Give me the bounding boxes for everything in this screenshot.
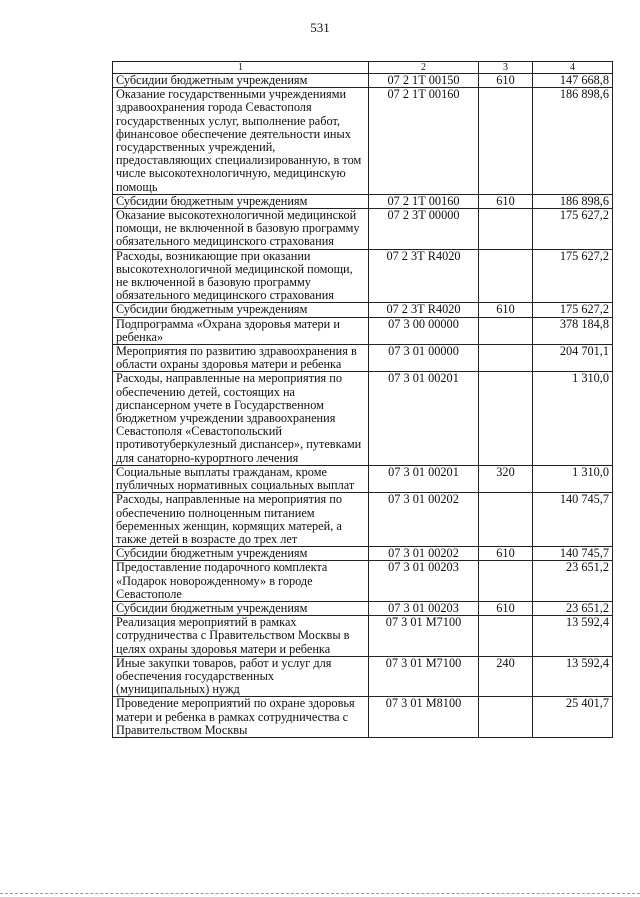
- cell-amount: 23 651,2: [533, 561, 613, 602]
- table-row: [113, 194, 613, 208]
- cell-name: Расходы, направленные на мероприятия по обеспечению детей, состоящих на диспансерном учете в Государственном бюджетном учреждении здравоохранения Севастополя «Севастопольский противотуберкулезный диспансер», путевками для санаторно-курортного лечения: [113, 372, 369, 465]
- cell-name: Социальные выплаты гражданам, кроме публичных нормативных социальных выплат: [113, 465, 369, 492]
- cell-amount: 175 627,2: [533, 209, 613, 250]
- table-row: [113, 493, 613, 547]
- cell-name: Субсидии бюджетным учреждениям: [113, 303, 369, 317]
- cell-code: 07 3 01 00201: [369, 372, 479, 465]
- cell-expense-type: 240: [479, 656, 533, 697]
- cell-name: Субсидии бюджетным учреждениям: [113, 601, 369, 615]
- cell-code: 07 3 01 00203: [369, 601, 479, 615]
- scan-edge-line: [0, 893, 640, 894]
- cell-name: Расходы, возникающие при оказании высокотехнологичной медицинской помощи, не включенной в базовую программу обязательного медицинского страхования: [113, 249, 369, 303]
- cell-amount: 186 898,6: [533, 194, 613, 208]
- table-row: [113, 249, 613, 303]
- cell-expense-type: [479, 616, 533, 657]
- cell-expense-type: [479, 697, 533, 738]
- col-header-code: 2: [369, 62, 479, 74]
- cell-expense-type: 610: [479, 303, 533, 317]
- cell-name: Мероприятия по развитию здравоохранения в области охраны здоровья матери и ребенка: [113, 345, 369, 372]
- cell-expense-type: 610: [479, 601, 533, 615]
- table-row: [113, 656, 613, 697]
- cell-name: Иные закупки товаров, работ и услуг для обеспечения государственных (муниципальных) нужд: [113, 656, 369, 697]
- budget-table: [112, 61, 613, 738]
- cell-expense-type: [479, 493, 533, 547]
- table-row: [113, 697, 613, 738]
- cell-expense-type: 610: [479, 547, 533, 561]
- cell-amount: 25 401,7: [533, 697, 613, 738]
- cell-name: Субсидии бюджетным учреждениям: [113, 74, 369, 88]
- cell-amount: 378 184,8: [533, 317, 613, 344]
- table-row: [113, 601, 613, 615]
- cell-code: 07 3 01 М7100: [369, 656, 479, 697]
- cell-name: Проведение мероприятий по охране здоровья матери и ребенка в рамках сотрудничества с Правительством Москвы: [113, 697, 369, 738]
- cell-name: Субсидии бюджетным учреждениям: [113, 194, 369, 208]
- table-row: [113, 561, 613, 602]
- cell-expense-type: [479, 317, 533, 344]
- cell-code: 07 2 1Т 00160: [369, 194, 479, 208]
- table-row: [113, 303, 613, 317]
- page-number: 531: [310, 20, 330, 35]
- cell-code: 07 2 3Т R4020: [369, 249, 479, 303]
- cell-code: 07 2 1Т 00160: [369, 88, 479, 195]
- cell-expense-type: [479, 372, 533, 465]
- cell-code: 07 3 01 00203: [369, 561, 479, 602]
- cell-code: 07 2 3Т R4020: [369, 303, 479, 317]
- table-row: [113, 547, 613, 561]
- cell-code: 07 3 01 М7100: [369, 616, 479, 657]
- table-row: [113, 317, 613, 344]
- cell-name: Оказание высокотехнологичной медицинской помощи, не включенной в базовую программу обязательного медицинского страхования: [113, 209, 369, 250]
- cell-code: 07 3 00 00000: [369, 317, 479, 344]
- cell-expense-type: 320: [479, 465, 533, 492]
- cell-name: Подпрограмма «Охрана здоровья матери и ребенка»: [113, 317, 369, 344]
- cell-code: 07 3 01 М8100: [369, 697, 479, 738]
- cell-name: Расходы, направленные на мероприятия по обеспечению полноценным питанием беременных женщин, кормящих матерей, а также детей в возрасте до трех лет: [113, 493, 369, 547]
- cell-expense-type: [479, 209, 533, 250]
- cell-amount: 175 627,2: [533, 249, 613, 303]
- cell-amount: 1 310,0: [533, 372, 613, 465]
- col-header-name: 1: [113, 62, 369, 74]
- cell-amount: 204 701,1: [533, 345, 613, 372]
- cell-amount: 140 745,7: [533, 493, 613, 547]
- cell-amount: 13 592,4: [533, 616, 613, 657]
- cell-expense-type: 610: [479, 194, 533, 208]
- table-body: [113, 74, 613, 738]
- cell-amount: 175 627,2: [533, 303, 613, 317]
- cell-amount: 140 745,7: [533, 547, 613, 561]
- cell-code: 07 3 01 00202: [369, 547, 479, 561]
- cell-amount: 147 668,8: [533, 74, 613, 88]
- cell-expense-type: 610: [479, 74, 533, 88]
- table-row: [113, 372, 613, 465]
- cell-amount: 13 592,4: [533, 656, 613, 697]
- table-row: [113, 74, 613, 88]
- cell-expense-type: [479, 88, 533, 195]
- cell-name: Реализация мероприятий в рамках сотрудничества с Правительством Москвы в целях охраны здоровья матери и ребенка: [113, 616, 369, 657]
- col-header-vr: 3: [479, 62, 533, 74]
- table-row: [113, 465, 613, 492]
- cell-code: 07 3 01 00201: [369, 465, 479, 492]
- table-row: [113, 345, 613, 372]
- col-header-amount: 4: [533, 62, 613, 74]
- cell-name: Предоставление подарочного комплекта «Подарок новорожденному» в городе Севастополе: [113, 561, 369, 602]
- cell-code: 07 2 1Т 00150: [369, 74, 479, 88]
- table-row: [113, 209, 613, 250]
- cell-expense-type: [479, 345, 533, 372]
- table-row: [113, 88, 613, 195]
- cell-expense-type: [479, 249, 533, 303]
- cell-expense-type: [479, 561, 533, 602]
- cell-amount: 23 651,2: [533, 601, 613, 615]
- cell-name: Субсидии бюджетным учреждениям: [113, 547, 369, 561]
- header-row: [113, 62, 613, 74]
- cell-code: 07 3 01 00000: [369, 345, 479, 372]
- cell-code: 07 2 3Т 00000: [369, 209, 479, 250]
- cell-name: Оказание государственными учреждениями здравоохранения города Севастополя государственных услуг, выполнение работ, финансовое обеспечение деятельности иных государственных учреждений, предоставляющих специализированную, в том числе высокотехнологичную, медицинскую помощь: [113, 88, 369, 195]
- cell-amount: 1 310,0: [533, 465, 613, 492]
- table-row: [113, 616, 613, 657]
- cell-amount: 186 898,6: [533, 88, 613, 195]
- cell-code: 07 3 01 00202: [369, 493, 479, 547]
